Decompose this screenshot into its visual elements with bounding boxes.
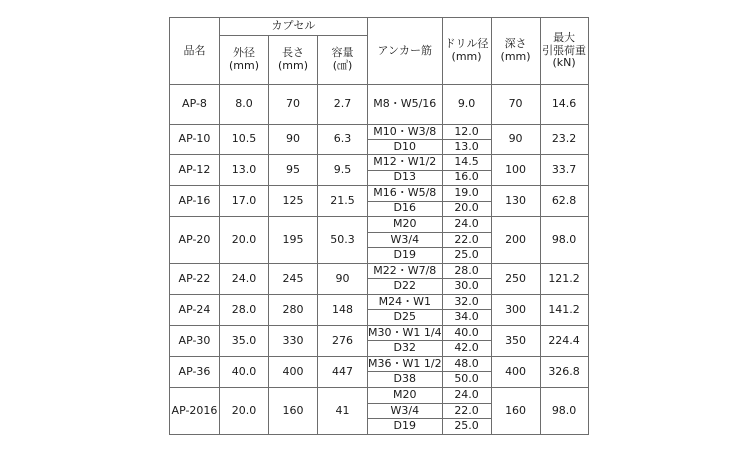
table-row [170,356,589,372]
cell-outer-diameter: 20.0 [220,217,269,264]
cell-depth: 160 [491,387,540,434]
cell-drill-diameter: 13.0 [442,140,491,155]
cell-anchor-bar: M20 [368,387,443,403]
header-outer-diameter [220,36,269,85]
cell-depth: 400 [491,356,540,387]
cell-length: 400 [269,356,318,387]
header-capsule-label: カプセル [271,19,316,33]
cell-drill-diameter: 16.0 [442,170,491,186]
cell-capacity: 447 [318,356,368,387]
cell-max-load: 33.7 [540,155,588,186]
header-name [170,18,220,85]
cell-capacity: 41 [318,387,368,434]
cell-capacity: 6.3 [318,125,368,155]
cell-outer-diameter: 40.0 [220,356,269,387]
cell-drill-diameter: 14.5 [442,155,491,171]
cell-drill-diameter: 34.0 [442,310,491,326]
header-capsule [220,18,368,36]
cell-anchor-bar: M8・W5/16 [368,85,443,125]
cell-drill-diameter: 22.0 [442,403,491,419]
header-length [269,36,318,85]
header-depth-unit: (mm) [500,50,531,63]
cell-capacity: 148 [318,294,368,325]
header-length-unit: (mm) [277,59,308,72]
cell-outer-diameter: 28.0 [220,294,269,325]
cell-anchor-bar: D10 [368,140,443,155]
cell-name: AP-24 [170,294,220,325]
cell-max-load: 98.0 [540,217,588,264]
cell-drill-diameter: 32.0 [442,294,491,310]
cell-drill-diameter: 22.0 [442,232,491,248]
cell-depth: 100 [491,155,540,186]
cell-drill-diameter: 48.0 [442,356,491,372]
cell-name: AP-22 [170,263,220,294]
header-depth [491,18,540,85]
cell-name: AP-8 [170,85,220,125]
cell-length: 195 [269,217,318,264]
cell-drill-diameter: 25.0 [442,248,491,264]
cell-capacity: 9.5 [318,155,368,186]
cell-max-load: 121.2 [540,263,588,294]
header-outer-diameter-unit: (mm) [228,59,259,72]
table-row [170,387,589,403]
header-capacity-unit: (㎤) [332,59,353,72]
cell-anchor-bar: D32 [368,341,443,357]
header-depth-label: 深さ [504,37,527,51]
cell-max-load: 98.0 [540,387,588,434]
cell-anchor-bar: M16・W5/8 [368,186,443,202]
cell-drill-diameter: 30.0 [442,279,491,295]
cell-max-load: 326.8 [540,356,588,387]
cell-length: 330 [269,325,318,356]
cell-length: 90 [269,125,318,155]
cell-anchor-bar: D38 [368,372,443,388]
header-max-load-unit: (kN) [552,56,576,70]
cell-length: 280 [269,294,318,325]
cell-drill-diameter: 40.0 [442,325,491,341]
header-capacity-label: 容量 [331,46,354,60]
cell-outer-diameter: 13.0 [220,155,269,186]
spec-table-body [170,85,589,435]
cell-anchor-bar: D16 [368,201,443,217]
cell-name: AP-20 [170,217,220,264]
cell-anchor-bar: W3/4 [368,403,443,419]
header-max-load-label-1: 最大 [553,31,576,45]
cell-drill-diameter: 50.0 [442,372,491,388]
cell-drill-diameter: 42.0 [442,341,491,357]
cell-max-load: 141.2 [540,294,588,325]
header-max-load [540,18,588,85]
cell-length: 95 [269,155,318,186]
header-row-top [170,18,589,36]
cell-capacity: 2.7 [318,85,368,125]
cell-length: 125 [269,186,318,217]
cell-name: AP-10 [170,125,220,155]
table-row [170,325,589,341]
table-row [170,155,589,171]
cell-anchor-bar: M10・W3/8 [368,125,443,140]
header-max-load-label-2: 引張荷重 [542,43,587,57]
cell-name: AP-30 [170,325,220,356]
cell-drill-diameter: 24.0 [442,387,491,403]
table-row [170,186,589,202]
cell-outer-diameter: 20.0 [220,387,269,434]
cell-capacity: 50.3 [318,217,368,264]
cell-anchor-bar: M24・W1 [368,294,443,310]
cell-drill-diameter: 28.0 [442,263,491,279]
cell-name: AP-12 [170,155,220,186]
cell-anchor-bar: M20 [368,217,443,233]
cell-anchor-bar: D25 [368,310,443,326]
cell-max-load: 224.4 [540,325,588,356]
spec-table [169,17,589,435]
header-capacity [318,36,368,85]
cell-name: AP-36 [170,356,220,387]
table-row [170,294,589,310]
cell-length: 245 [269,263,318,294]
cell-length: 70 [269,85,318,125]
header-drill-diameter-unit: (mm) [451,50,482,63]
cell-outer-diameter: 10.5 [220,125,269,155]
cell-name: AP-16 [170,186,220,217]
header-anchor-bar-label: アンカー筋 [377,43,433,57]
cell-depth: 70 [491,85,540,125]
cell-anchor-bar: D22 [368,279,443,295]
cell-anchor-bar: M22・W7/8 [368,263,443,279]
cell-anchor-bar: D19 [368,248,443,264]
cell-length: 160 [269,387,318,434]
cell-outer-diameter: 8.0 [220,85,269,125]
cell-max-load: 23.2 [540,125,588,155]
cell-depth: 300 [491,294,540,325]
cell-anchor-bar: M36・W1 1/2 [368,356,443,372]
cell-depth: 250 [491,263,540,294]
cell-drill-diameter: 20.0 [442,201,491,217]
cell-drill-diameter: 25.0 [442,419,491,435]
table-row [170,125,589,140]
cell-anchor-bar: M12・W1/2 [368,155,443,171]
header-length-label: 長さ [282,46,304,60]
cell-depth: 90 [491,125,540,155]
cell-drill-diameter: 12.0 [442,125,491,140]
cell-capacity: 90 [318,263,368,294]
cell-drill-diameter: 9.0 [442,85,491,125]
cell-depth: 350 [491,325,540,356]
cell-drill-diameter: 19.0 [442,186,491,202]
table-row [170,263,589,279]
cell-name: AP-2016 [170,387,220,434]
cell-anchor-bar: D13 [368,170,443,186]
header-name-label: 品名 [183,43,206,57]
cell-max-load: 62.8 [540,186,588,217]
cell-anchor-bar: M30・W1 1/4 [368,325,443,341]
cell-depth: 130 [491,186,540,217]
cell-anchor-bar: D19 [368,419,443,435]
cell-drill-diameter: 24.0 [442,217,491,233]
cell-anchor-bar: W3/4 [368,232,443,248]
table-row [170,85,589,125]
cell-capacity: 276 [318,325,368,356]
header-anchor-bar [368,18,443,85]
table-row [170,217,589,233]
cell-outer-diameter: 35.0 [220,325,269,356]
cell-max-load: 14.6 [540,85,588,125]
cell-depth: 200 [491,217,540,264]
cell-outer-diameter: 24.0 [220,263,269,294]
header-outer-diameter-label: 外径 [233,46,255,60]
cell-outer-diameter: 17.0 [220,186,269,217]
header-drill-diameter-label: ドリル径 [444,37,489,51]
header-drill-diameter [442,18,491,85]
cell-capacity: 21.5 [318,186,368,217]
